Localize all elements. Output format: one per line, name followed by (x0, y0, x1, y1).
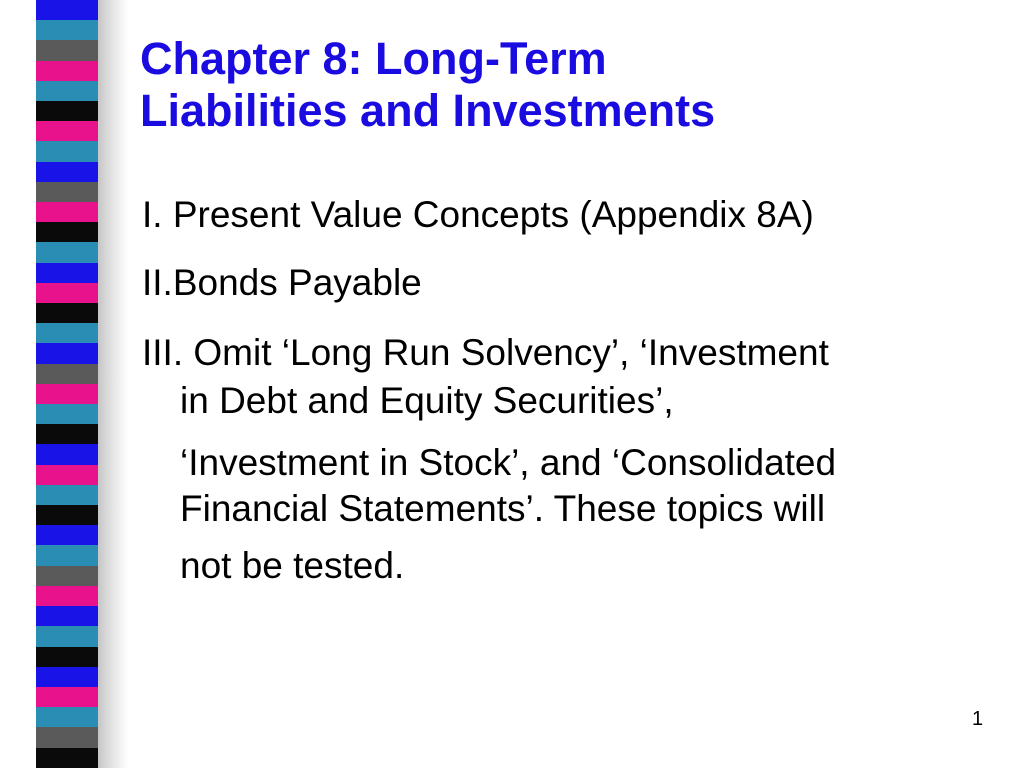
outline-item-3-line-1: III. Omit ‘Long Run Solvency’, ‘Investment (142, 332, 829, 373)
stripe-segment (36, 687, 98, 707)
stripe-segment (36, 283, 98, 303)
stripe-segment (36, 727, 98, 747)
stripe-shadow (98, 0, 128, 768)
stripe-segment (36, 586, 98, 606)
stripe-segment (36, 101, 98, 121)
stripe-segment (36, 707, 98, 727)
stripe-segment (36, 81, 98, 101)
outline-item-3-line-3-text: ‘Investment in Stock’, and ‘Consolidated (180, 442, 837, 483)
stripe-segment (36, 384, 98, 404)
stripe-segment (36, 667, 98, 687)
stripe-segment (36, 263, 98, 283)
stripe-segment (36, 404, 98, 424)
stripe-bar (36, 0, 98, 768)
stripe-segment (36, 202, 98, 222)
outline-item-3-line-4-text: Financial Statements’. These topics will (180, 488, 826, 529)
stripe-segment (36, 525, 98, 545)
outline-item-1: I. Present Value Concepts (Appendix 8A) (142, 194, 814, 235)
stripe-segment (36, 242, 98, 262)
decorative-color-stripe (0, 0, 132, 768)
stripe-segment (36, 424, 98, 444)
slide-title-line-1: Chapter 8: Long-Term (140, 33, 607, 84)
stripe-segment (36, 40, 98, 60)
stripe-segment (36, 444, 98, 464)
stripe-segment (36, 222, 98, 242)
stripe-segment (36, 303, 98, 323)
stripe-segment (36, 0, 98, 20)
outline-item-3-line-5 (142, 544, 404, 588)
outline-item-3-line-2-text: in Debt and Equity Securities’, (180, 380, 674, 421)
stripe-segment (36, 61, 98, 81)
outline-item-2: II.Bonds Payable (142, 262, 422, 303)
outline-item-3-line-4 (142, 487, 825, 531)
stripe-segment (36, 364, 98, 384)
stripe-segment (36, 343, 98, 363)
stripe-segment (36, 121, 98, 141)
stripe-segment (36, 182, 98, 202)
stripe-segment (36, 505, 98, 525)
stripe-segment (36, 141, 98, 161)
stripe-segment (36, 566, 98, 586)
outline-item-3-line-2 (142, 379, 674, 423)
stripe-segment (36, 647, 98, 667)
outline-item-3-line-3 (142, 441, 836, 485)
stripe-segment (36, 606, 98, 626)
stripe-segment (36, 485, 98, 505)
stripe-segment (36, 545, 98, 565)
stripe-segment (36, 323, 98, 343)
slide-page-number: 1 (972, 708, 984, 730)
stripe-segment (36, 748, 98, 768)
slide-title-line-2: Liabilities and Investments (140, 85, 716, 136)
slide-title (140, 33, 715, 137)
outline-item-3-line-5-text: not be tested. (180, 545, 405, 586)
stripe-segment (36, 162, 98, 182)
stripe-segment (36, 20, 98, 40)
stripe-segment (36, 626, 98, 646)
stripe-segment (36, 465, 98, 485)
